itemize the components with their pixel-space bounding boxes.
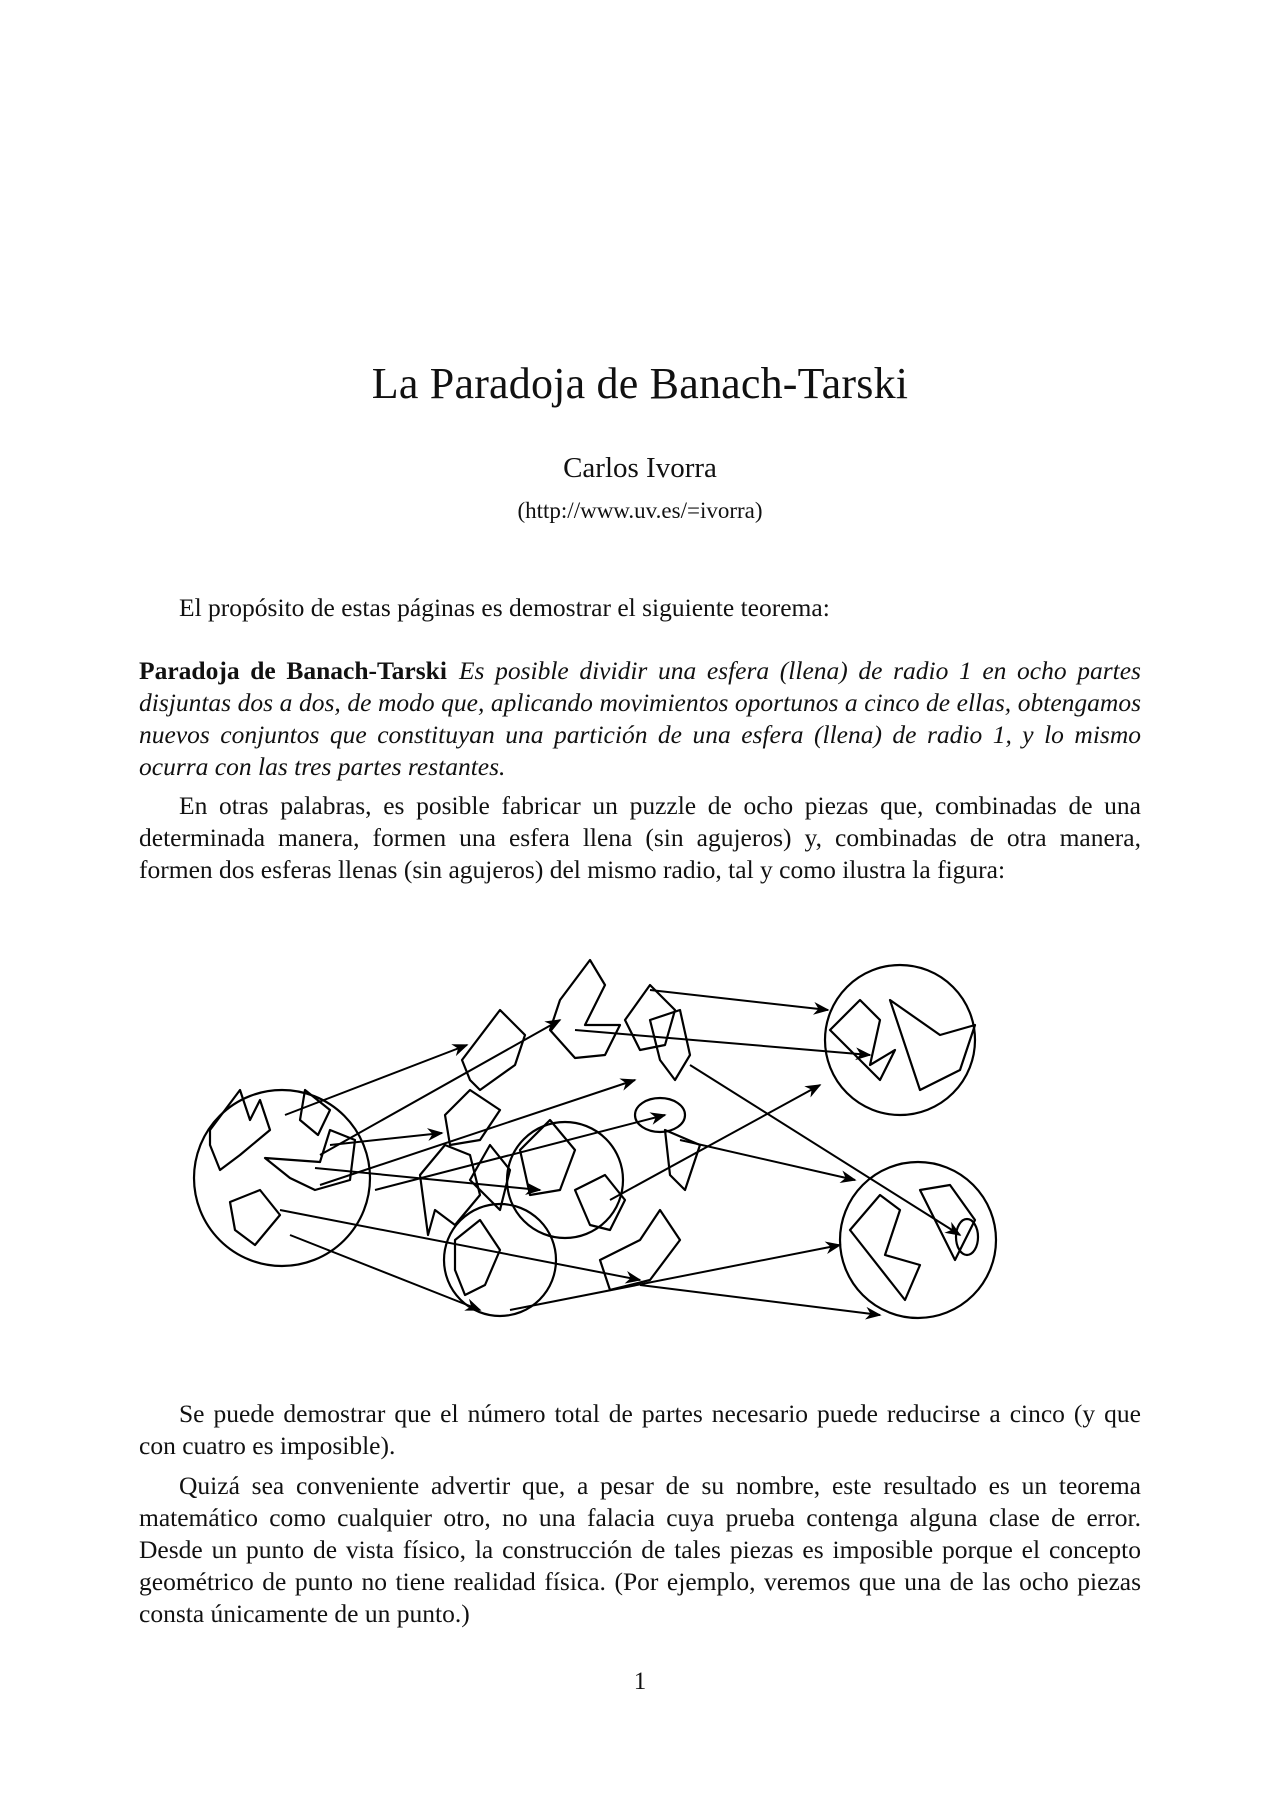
piece-fragment (420, 1145, 480, 1235)
paragraph-five-parts: Se puede demostrar que el número total de partes necesario puede reducirse a cinco (y que con cuatro es imposible). (139, 1399, 1141, 1460)
piece-fragment (265, 1130, 355, 1190)
piece-fragment (462, 1010, 525, 1090)
arrow (290, 1235, 480, 1310)
arrow (680, 1140, 855, 1180)
arrow (285, 1045, 467, 1115)
theorem-name: Paradoja de Banach-Tarski (139, 656, 447, 685)
intro-paragraph: El propósito de estas páginas es demostrar el siguiente teorema: (179, 593, 830, 622)
target-sphere-bottom (840, 1162, 996, 1318)
piece-fragment (550, 960, 620, 1058)
theorem-statement: Es posible dividir una esfera (llena) de radio 1 en ocho partes disjuntas dos a dos, de modo que, aplicando movimientos oportunos a cinco de ellas, obtengamos nuevos conjuntos que constituyan una partición de una esfera (llena) de radio 1, y lo mismo ocurra con las tres partes restantes. (139, 656, 1141, 781)
arrow (640, 1285, 880, 1315)
target-sphere-top (825, 965, 975, 1115)
author-url: (http://www.uv.es/=ivorra) (517, 498, 763, 523)
arrow (650, 990, 828, 1010)
paper-title: La Paradoja de Banach-Tarski (371, 359, 909, 408)
piece-fragment (850, 1195, 920, 1300)
piece-fragment (650, 1010, 690, 1080)
piece-fragment (920, 1185, 975, 1260)
piece-fragment (230, 1190, 280, 1245)
author-name: Carlos Ivorra (563, 452, 717, 484)
piece-fragment (625, 985, 675, 1050)
piece-fragment (210, 1090, 270, 1170)
paragraph-puzzle: En otras palabras, es posible fabricar un puzzle de ocho piezas que, combinadas de una determinada manera, formen una esfera llena (sin agujeros) y, combinadas de otra manera, formen dos esferas llenas (sin agujeros) del mismo radio, tal y como ilustra la figura: (139, 791, 1141, 884)
paragraph-not-fallacy: Quizá sea conveniente advertir que, a pesar de su nombre, este resultado es un teorema matemático como cualquier otro, no una falacia cuya prueba contenga alguna clase de error. Desde un punto de vista físico, la construcción de tales piezas es imposible porque el concepto geométrico de punto no tiene realidad física. (Por ejemplo, veremos que una de las ocho piezas consta únicamente de un punto.) (139, 1471, 1141, 1628)
piece-fragment (445, 1090, 500, 1145)
piece-fragment (830, 1000, 895, 1080)
piece-fragment (300, 1090, 330, 1135)
piece-fragment (520, 1120, 575, 1195)
page-number: 1 (633, 1668, 647, 1695)
theorem-block (139, 655, 1141, 783)
piece-fragment (635, 1098, 685, 1132)
arrow (510, 1245, 840, 1310)
piece-fragment (455, 1220, 500, 1295)
banach-tarski-figure (180, 940, 1080, 1400)
piece-fragment (890, 1000, 975, 1090)
